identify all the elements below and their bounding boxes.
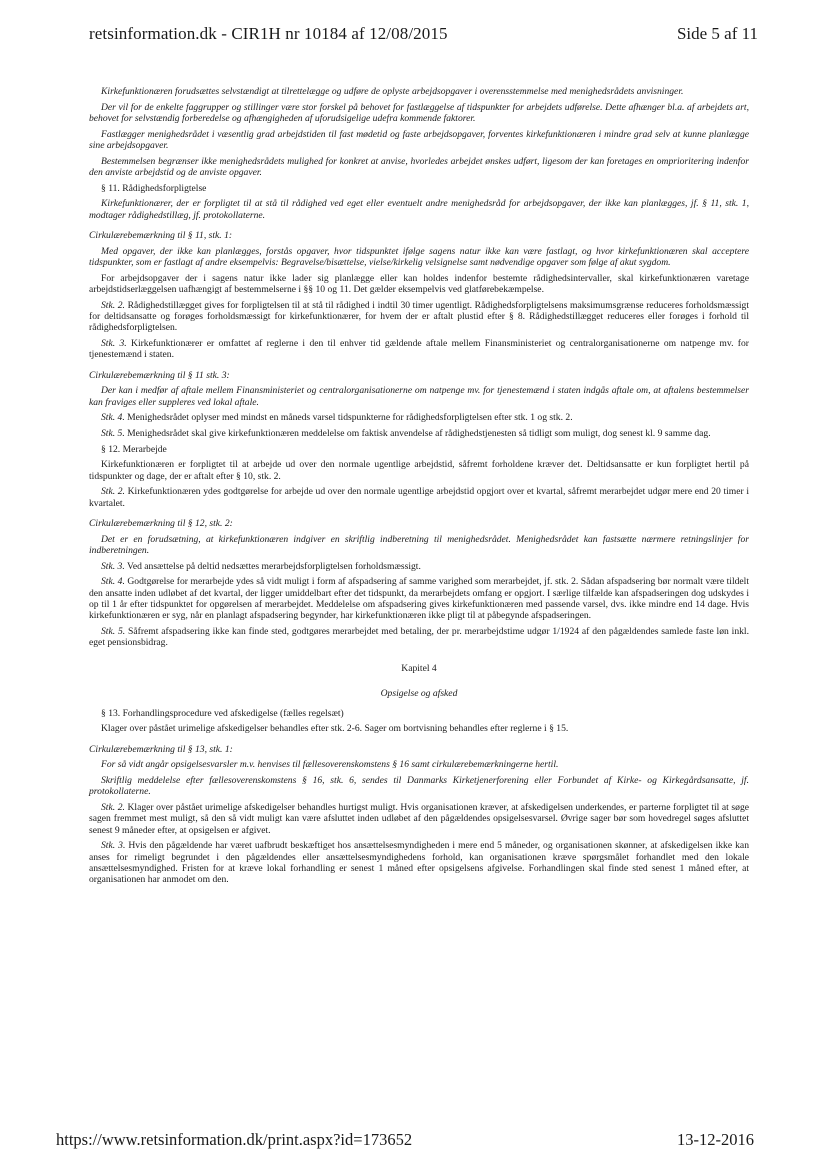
paragraph: For arbejdsopgaver der i sagens natur ikke lader sig planlægge eller kan holdes indenfor bestemte rådighedsintervaller, skal kirkefunktionæren varetage arbejdstidserlæggelsen uafhængigt af bestemmelserne i §§ 10 og 11. Det gælder eksempelvis ved glatførebekæmpelse.: [89, 272, 749, 295]
chapter-heading: Kapitel 4: [401, 662, 437, 674]
page-header-title: retsinformation.dk - CIR1H nr 10184 af 12/08/2015: [89, 24, 448, 43]
subsection-text: Menighedsrådet oplyser med mindst en måneds varsel tidspunkterne for rådighedsforpligtelsen efter stk. 1 og stk. 2.: [127, 412, 573, 424]
subsection: [89, 802, 749, 836]
paragraph: Der vil for de enkelte faggrupper og stillinger være stor forskel på behovet for fastlæggelse af tidspunkter for arbejdets udførelse. Dette afhænger bl.a. af arbejdets art, behovet for selvstændig forberedelse og afhængigheden af uforudsigelige udefra kommende faktorer.: [89, 101, 749, 124]
subsection-label: Stk. 4.: [101, 576, 125, 588]
circular-note-paragraph: For så vidt angår opsigelsesvarsler m.v. henvises til fællesoverenskomstens § 16 samt cirkulærebemærkningerne hertil.: [101, 759, 559, 771]
subsection: [89, 300, 749, 334]
circular-note-paragraph: Med opgaver, der ikke kan planlægges, forstås opgaver, hvor tidspunktet ifølge sagens natur ikke kan være fastlagt, og hvor kirkefunktionæren skal acceptere tidspunkter, som er fastlagt af andre eksempelvis: Begravelse/bisættelse, vielse/kirkelig velsignelse samt nødvendige opgaver som følge af akut sygdom.: [89, 245, 749, 268]
subsection-label: Stk. 2.: [101, 486, 125, 498]
subsection-label: Stk. 3.: [101, 840, 126, 852]
subsection-label: Stk. 3.: [101, 338, 127, 349]
subsection-text: Menighedsrådet skal give kirkefunktionæren meddelelse om faktisk anvendelse af rådighedstjenesten så tidligt som muligt, dog senest kl. 9 samme dag.: [127, 428, 711, 439]
document-body: [89, 86, 749, 890]
subsection-label: Stk. 2.: [101, 801, 125, 813]
section-heading-13: [89, 708, 749, 719]
subsection: [89, 412, 749, 423]
subsection-label: Stk. 5.: [101, 626, 126, 637]
subsection: [89, 486, 749, 509]
section-title: Rådighedsforpligtelse: [122, 182, 207, 194]
chapter-title: Opsigelse og afsked: [380, 688, 458, 700]
subsection: [89, 561, 749, 572]
subsection-text: Ved ansættelse på deltid nedsættes merarbejdsforpligtelsen forholdsmæssigt.: [126, 560, 421, 572]
subsection: [89, 626, 749, 649]
circular-note-heading: Cirkulærebemærkning til § 13, stk. 1:: [89, 743, 233, 755]
subsection-text: Såfremt afspadsering ikke kan finde sted, godtgøres merarbejdet med betaling, der pr. merarbejdstime udgør 1/1924 af den pågældendes samlede faste løn inkl. eget pensionsbidrag.: [89, 626, 749, 649]
subsection-text: Kirkefunktionærer er omfattet af reglerne i den til enhver tid gældende aftale mellem Finansministeriet og centralorganisationerne om natpenge mv. for tjenestemænd i staten.: [89, 338, 749, 361]
circular-note-paragraph: Skriftlig meddelelse efter fællesoverenskomstens § 16, stk. 6, sendes til Danmarks Kirketjenerforening eller Forbundet af Kirke- og Kirkegårdsansatte, jf. protokollaterne.: [89, 774, 749, 798]
page-number: Side 5 af 11: [676, 24, 758, 43]
section-heading-11: [89, 183, 749, 194]
paragraph: Fastlægger menighedsrådet i væsentlig grad arbejdstiden til fast mødetid og faste arbejdsopgaver, forventes kirkefunktionæren i mindre grad selv at kunne planlægge sine arbejdsopgaver.: [89, 128, 749, 151]
section-number: § 12.: [101, 443, 121, 455]
subsection-text: Klager over påstået urimelige afskedigelser behandles hurtigst muligt. Hvis organisationen kræver, at afskedigelsen underkendes, er parterne forpligtet til at søge sagen fremmet mest muligt, så den så vidt muligt kan være afsluttet inden udløbet af den pågældendes opsigelsesvarsel. Øvrige sager bør som hovedregel søges afsluttet senest 9 måneder efter, at opsigelsen er afgivet.: [89, 801, 750, 836]
paragraph: Bestemmelsen begrænser ikke menighedsrådets mulighed for konkret at anvise, hvorledes arbejdet ønskes udført, ligesom der kan foretages en omprioritering indenfor den anviste arbejdstid og de anviste opgaver.: [89, 155, 749, 178]
paragraph: Kirkefunktionæren forudsættes selvstændigt at tilrettelægge og udføre de oplyste arbejdsopgaver i overensstemmelse med menighedsrådets anvisninger.: [101, 86, 684, 97]
circular-note-paragraph: Det er en forudsætning, at kirkefunktionæren indgiver en skriftlig indberetning til menighedsrådet. Menighedsrådet kan fastsætte nærmere retningslinjer for indberetningen.: [89, 533, 749, 556]
section-title: Merarbejde: [122, 443, 167, 455]
footer-url: https://www.retsinformation.dk/print.aspx?id=173652: [56, 1130, 413, 1149]
footer-date: 13-12-2016: [677, 1130, 754, 1149]
subsection-label: Stk. 2.: [101, 299, 125, 311]
section-number: § 13.: [101, 707, 121, 719]
paragraph: Kirkefunktionærer, der er forpligtet til at stå til rådighed ved eget eller eventuelt andre menighedsråd for arbejdsopgaver, der ikke kan planlægges, jf. § 11, stk. 1, modtager rådighedstillæg, jf. protokollaterne.: [89, 198, 749, 221]
circular-note-heading: Cirkulærebemærkning til § 12, stk. 2:: [89, 518, 233, 529]
subsection: [89, 428, 749, 439]
subsection-text: Godtgørelse for merarbejde ydes så vidt muligt i form af afspadsering af samme varighed som merarbejdet, jf. stk. 2. Sådan afspadsering bør normalt være tildelt den ansatte inden udløbet af det kvartal, der ligger umiddelbart efter det tidspunkt, da merarbejdets omfang er opgjort. I særlige tilfælde kan afspadseringen dog udskydes i op til 1 år efter tidspunktet for opgørelsen af merarbejdet. Meddelelse om afspadsering gives kirkefunktionæren med passende varsel, dvs. ikke mindre end 14 dage. Hvis kirkefunktionæren er syg, når en planlagt afspadsering begynder, har kirkefunktionæren ikke pligt til at påbegynde afspadseringen.: [89, 576, 749, 622]
subsection: [89, 576, 749, 622]
paragraph: Kirkefunktionæren er forpligtet til at arbejde ud over den normale ugentlige arbejdstid, såfremt forholdene kræver det. Deltidsansatte er kun forpligtet hertil på tidspunkter og dage, der er aftalt efter § 10, stk. 2.: [89, 459, 749, 482]
subsection-text: Rådighedstillægget gives for forpligtelsen til at stå til rådighed i indtil 30 timer ugentligt. Rådighedsforpligtelsens maksimumsgrænse reduceres forholdsmæssigt for deltidsansatte og forøges forholdsmæssigt for kirkefunktionærer, for hvem der er aftalt plustid efter § 8. Rådighedstillægget reduceres eller forøges i forhold til rådighedsforpligtelsen.: [89, 299, 749, 334]
circular-note-paragraph: Der kan i medfør af aftale mellem Finansministeriet og centralorganisationerne om natpenge mv. for tjenestemænd i staten indgås aftale om, at aftalens bestemmelser kan fraviges eller suppleres ved lokal aftale.: [89, 385, 749, 408]
subsection-label: Stk. 3.: [101, 560, 125, 572]
subsection-text: Kirkefunktionæren ydes godtgørelse for arbejde ud over den normale ugentlige arbejdstid opgjort over et kvartal, såfremt merarbejdet udgør mere end 20 timer i kvartalet.: [89, 486, 749, 509]
circular-note-heading: Cirkulærebemærkning til § 11 stk. 3:: [89, 369, 230, 381]
subsection: [89, 840, 749, 886]
paragraph: Klager over påstået urimelige afskedigelser behandles efter stk. 2-6. Sager om bortvisning behandles efter reglerne i § 15.: [101, 723, 569, 735]
subsection-label: Stk. 5.: [101, 428, 125, 439]
section-number: § 11.: [101, 182, 120, 194]
circular-note-heading: Cirkulærebemærkning til § 11, stk. 1:: [89, 230, 233, 241]
subsection: [89, 338, 749, 361]
subsection-label: Stk. 4.: [101, 412, 125, 424]
subsection-text: Hvis den pågældende har været uafbrudt beskæftiget hos ansættelsesmyndigheden i mere end 5 måneder, og organisationen skønner, at afskedigelsen ikke kan anses for rimeligt begrundet i den pågældendes eller ansættelsesmyndighedens forhold, kan organisationen kræve spørgsmålet forhandlet med den lokale ansættelsesmyndighed. Fristen for at kræve lokal forhandling er senest 1 måned efter opsigelsens afgivelse. Forhandlingen skal finde sted senest 1 måned efter, at organisationen har anmodet om den.: [89, 840, 749, 886]
section-title: Forhandlingsprocedure ved afskedigelse (fælles regelsæt): [122, 707, 344, 719]
section-heading-12: [89, 444, 749, 455]
